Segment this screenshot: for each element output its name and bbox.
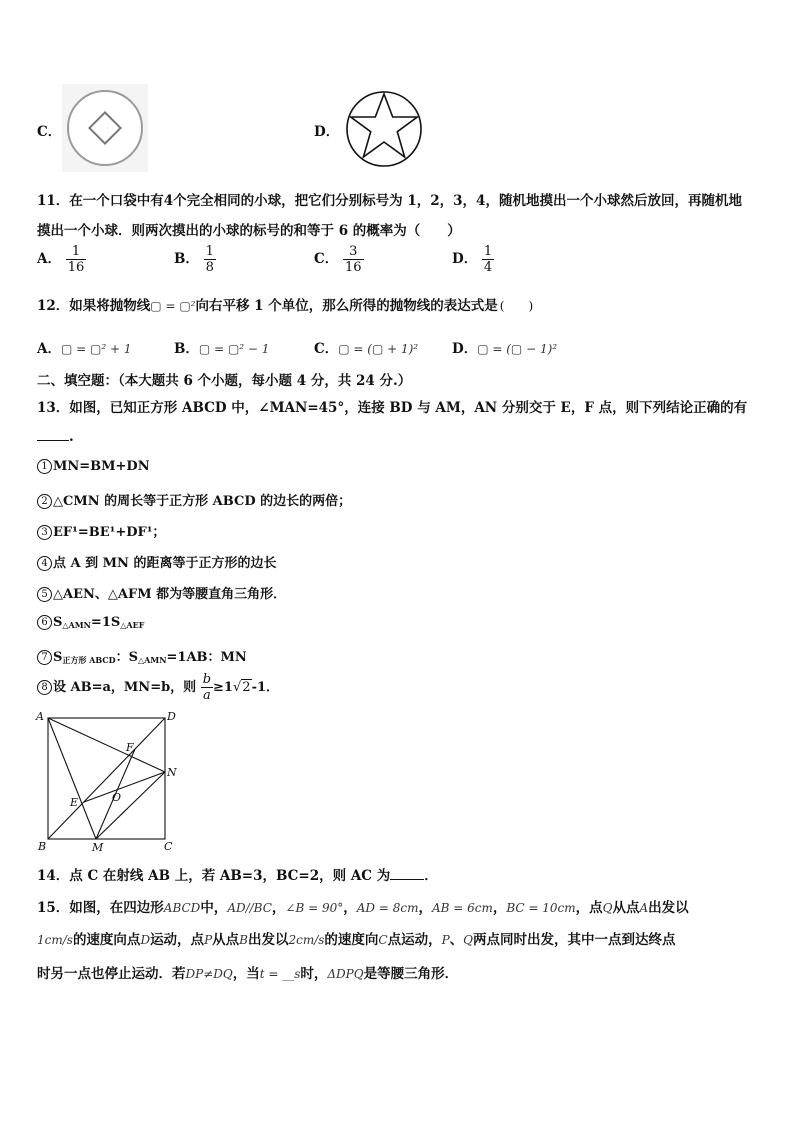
numerator: 1 bbox=[66, 244, 87, 260]
q13-item-7 bbox=[37, 646, 247, 666]
q13-item-8 bbox=[37, 672, 279, 703]
item-text: =1S bbox=[90, 615, 121, 630]
text: 15．如图，在四边形 bbox=[37, 900, 164, 916]
circled-number: 4 bbox=[37, 556, 52, 571]
sqrt-icon: √ bbox=[232, 680, 242, 695]
fraction bbox=[343, 244, 364, 275]
item-text: EF¹=BE¹+DF¹； bbox=[53, 525, 166, 540]
option-label: C． bbox=[314, 251, 339, 267]
q13-item-6 bbox=[37, 615, 144, 630]
math: AB = 6cm bbox=[431, 901, 493, 915]
text: 出发以 bbox=[648, 900, 689, 916]
q13-item-5 bbox=[37, 583, 286, 602]
fraction bbox=[66, 244, 87, 275]
segment-mn bbox=[96, 772, 165, 839]
label-m: M bbox=[92, 841, 104, 853]
numerator: 1 bbox=[483, 244, 493, 259]
label-e: E bbox=[70, 796, 79, 809]
math: ABCD bbox=[163, 901, 201, 915]
math: DP≠DQ bbox=[185, 967, 233, 981]
subscript: 正方形 ABCD bbox=[62, 655, 116, 665]
circled-number: 7 bbox=[37, 650, 52, 665]
label-o: O bbox=[112, 791, 122, 804]
option-expr: ▢ = (▢ + 1)² bbox=[338, 342, 419, 356]
math: P bbox=[204, 933, 213, 947]
subscript: △AEF bbox=[120, 620, 145, 630]
text: 的速度向点 bbox=[72, 932, 141, 948]
text: 的速度向 bbox=[324, 932, 379, 948]
q15-line1 bbox=[37, 896, 689, 916]
s-symbol: S bbox=[53, 615, 63, 630]
circled-number: 1 bbox=[37, 459, 52, 474]
radicand: 2 bbox=[242, 680, 251, 695]
fraction bbox=[482, 244, 494, 275]
item-text: △AEN、△AFM 都为等腰直角三角形． bbox=[53, 587, 287, 602]
item-text: =1AB：MN bbox=[166, 650, 247, 665]
text: 、 bbox=[449, 932, 464, 948]
math: D bbox=[140, 933, 151, 947]
text: 中， bbox=[200, 900, 228, 916]
text: 两点同时出发，其中一点到达终点 bbox=[473, 932, 676, 948]
label-a: A bbox=[36, 710, 44, 723]
q12-answer-paren: ( ) bbox=[499, 299, 534, 313]
label-f: F bbox=[126, 741, 134, 754]
item-text: -1． bbox=[251, 680, 280, 695]
math: 1cm/s bbox=[37, 933, 73, 947]
text: 时另一点也停止运动．若 bbox=[37, 966, 186, 982]
option-label: D． bbox=[452, 251, 478, 267]
q11-option-d bbox=[452, 244, 494, 275]
math: Q bbox=[463, 933, 474, 947]
fraction bbox=[204, 244, 216, 275]
q15-line3 bbox=[37, 962, 458, 982]
option-label: A． bbox=[37, 341, 61, 357]
numerator: b bbox=[202, 672, 212, 687]
text: 时， bbox=[300, 966, 328, 982]
math: Q bbox=[602, 901, 613, 915]
q15-line2 bbox=[37, 928, 676, 948]
q12-prefix: 12．如果将抛物线 bbox=[37, 298, 151, 314]
circled-number: 5 bbox=[37, 587, 52, 602]
text: 点运动， bbox=[387, 932, 442, 948]
option-label: B． bbox=[174, 251, 199, 267]
answer-blank bbox=[390, 867, 424, 880]
subscript: △AMN bbox=[62, 620, 91, 630]
q13-square-figure bbox=[34, 708, 184, 853]
option-label: D． bbox=[452, 341, 478, 357]
circled-number: 6 bbox=[37, 615, 52, 630]
option-expr: ▢ = ▢² + 1 bbox=[60, 342, 132, 356]
option-expr: ▢ = (▢ − 1)² bbox=[477, 342, 558, 356]
text: ， bbox=[418, 900, 432, 916]
denominator: 16 bbox=[344, 260, 362, 275]
text: 运动，点 bbox=[150, 932, 205, 948]
q11-option-b bbox=[174, 244, 216, 275]
q12-option-c bbox=[314, 337, 418, 357]
segment-en bbox=[84, 772, 165, 802]
math: t = __s bbox=[259, 967, 301, 981]
math: 2cm/s bbox=[288, 933, 325, 947]
q12-option-d bbox=[452, 337, 557, 357]
math: ΔDPQ bbox=[327, 967, 364, 981]
q13-line2 bbox=[37, 428, 74, 445]
text: 是等腰三角形． bbox=[363, 966, 459, 982]
q13-item-1 bbox=[37, 459, 150, 474]
option-label: C． bbox=[314, 341, 339, 357]
option-c-label: C． bbox=[37, 124, 62, 140]
item-text: 设 AB=a，MN=b，则 bbox=[53, 680, 197, 695]
q11-option-a bbox=[37, 244, 86, 275]
coin-square-hole-figure bbox=[62, 84, 148, 172]
denominator: 8 bbox=[205, 260, 214, 275]
q11-line2: 摸出一个小球．则两次摸出的小球的标号的和等于 6 的概率为（ ） bbox=[37, 223, 461, 239]
numerator: 1 bbox=[205, 244, 214, 259]
denominator: 4 bbox=[483, 260, 493, 275]
text: ，点 bbox=[575, 900, 603, 916]
q14-end: ． bbox=[424, 868, 438, 884]
denominator: 16 bbox=[67, 260, 85, 275]
math: P bbox=[441, 933, 450, 947]
text: ，当 bbox=[232, 966, 260, 982]
q13-item-2 bbox=[37, 490, 351, 509]
text: ， bbox=[343, 900, 357, 916]
q13-line2-end: . bbox=[69, 429, 74, 445]
text: ， bbox=[492, 900, 507, 916]
denominator: a bbox=[202, 688, 211, 703]
text: 从点 bbox=[212, 932, 240, 948]
fraction bbox=[201, 672, 213, 703]
star-in-circle-figure bbox=[344, 89, 424, 169]
math: ∠B = 90° bbox=[285, 901, 344, 915]
text: ， bbox=[271, 900, 286, 916]
q12-option-b bbox=[174, 337, 269, 357]
label-c: C bbox=[164, 840, 173, 853]
q14-stem bbox=[37, 864, 438, 884]
q12-suffix: 向右平移 1 个单位，那么所得的抛物线的表达式是 bbox=[195, 298, 498, 314]
segment-am bbox=[48, 718, 96, 839]
q12-option-a bbox=[37, 337, 131, 357]
option-d-label: D． bbox=[314, 124, 340, 140]
math: AD//BC bbox=[227, 901, 272, 915]
label-b: B bbox=[38, 840, 47, 853]
text: 出发以 bbox=[247, 932, 289, 948]
item-text: MN=BM+DN bbox=[53, 459, 150, 474]
option-label: A． bbox=[37, 251, 61, 267]
q13-item-3 bbox=[37, 521, 165, 540]
circled-number: 2 bbox=[37, 494, 52, 509]
label-n: N bbox=[167, 766, 177, 779]
q12-parabola-expr: ▢ = ▢² bbox=[150, 299, 196, 313]
option-expr: ▢ = ▢² − 1 bbox=[198, 342, 270, 356]
item-text: ：S bbox=[115, 650, 138, 665]
item-text: △CMN 的周长等于正方形 ABCD 的边长的两倍； bbox=[53, 494, 352, 509]
q11-option-c bbox=[314, 244, 364, 275]
q12-stem bbox=[37, 294, 533, 314]
item-text: 点 A 到 MN 的距离等于正方形的边长 bbox=[53, 556, 277, 571]
math: A bbox=[639, 901, 649, 915]
answer-blank bbox=[37, 428, 69, 441]
math: B bbox=[239, 933, 248, 947]
text: 从点 bbox=[612, 900, 640, 916]
math: AD = 8cm bbox=[356, 901, 419, 915]
math: C bbox=[378, 933, 388, 947]
circled-number: 3 bbox=[37, 525, 52, 540]
item-text: ≥1 bbox=[213, 680, 233, 695]
q13-item-4 bbox=[37, 552, 276, 571]
subscript: △AMN bbox=[138, 655, 167, 665]
q13-line1: 13．如图，已知正方形 ABCD 中，∠MAN=45°，连接 BD 与 AM，AN 分别交于 E，F 点，则下列结论正确的有 bbox=[37, 400, 748, 416]
s-symbol: S bbox=[53, 650, 63, 665]
segment-an bbox=[48, 718, 165, 772]
section-2-heading: 二、填空题：（本大题共 6 个小题，每小题 4 分，共 24 分.） bbox=[37, 373, 412, 389]
math: BC = 10cm bbox=[506, 901, 576, 915]
q11-line1: 11．在一个口袋中有4个完全相同的小球，把它们分别标号为 1，2，3，4，随机地摸出一个小球然后放回，再随机地 bbox=[37, 193, 742, 209]
circled-number: 8 bbox=[37, 680, 52, 695]
numerator: 3 bbox=[343, 244, 364, 260]
option-label: B． bbox=[174, 341, 199, 357]
q14-text: 14．点 C 在射线 AB 上，若 AB=3，BC=2，则 AC 为 bbox=[37, 868, 391, 884]
label-d: D bbox=[167, 710, 176, 723]
